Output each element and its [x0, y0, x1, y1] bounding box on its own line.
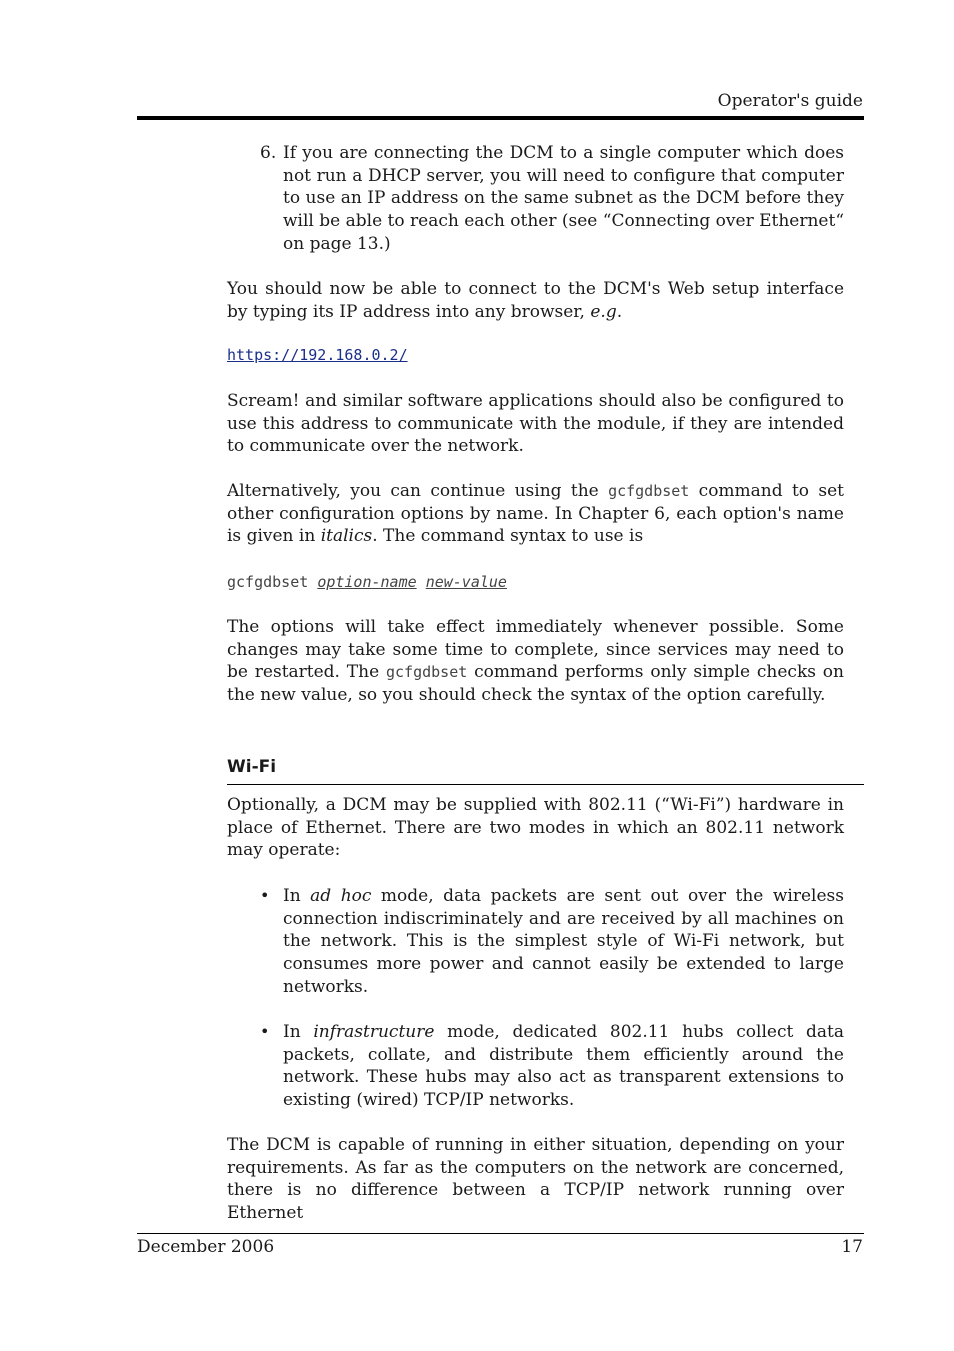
footer-rule [137, 1233, 864, 1234]
command-name: gcfgdbset [227, 573, 309, 591]
paragraph-scream: Scream! and similar software applications should also be configured to use this address to communicate with the module, if they are intended to communicate over the network. [227, 391, 844, 457]
options-text-b: command performs only simple checks on the new value, so you should check the syntax of the option carefully. [227, 662, 844, 706]
section-heading-wifi: Wi-Fi [227, 757, 277, 777]
section-rule [227, 784, 864, 785]
page-number: 17 [841, 1237, 863, 1257]
footer-date: December 2006 [137, 1237, 275, 1257]
italics-word: italics [320, 526, 373, 547]
alt-text-a: Alternatively, you can continue using the [227, 481, 609, 501]
alt-text-c: . The command syntax to use is [372, 526, 644, 547]
inline-command: gcfgdbset [386, 663, 468, 682]
setup-url-link[interactable]: https://192.168.0.2/ [227, 346, 408, 364]
bullet-emphasis: ad hoc [310, 886, 372, 906]
paragraph-web-setup [227, 278, 844, 323]
command-syntax [227, 571, 507, 593]
bullet-pre: In [283, 1022, 314, 1042]
bullet-marker: • [260, 886, 270, 905]
bullet-ad-hoc [283, 885, 844, 999]
web-setup-end: . [616, 301, 623, 322]
bullet-post: mode, dedicated 802.11 hubs collect data packets, collate, and distribute them efficiently around the network. These hubs may also act as transparent extensions to existing (wired) TCP/IP networks. [283, 1022, 844, 1111]
paragraph-alternatively [227, 480, 844, 548]
running-header: Operator's guide [717, 91, 863, 111]
bullet-post: mode, data packets are sent out over the wireless connection indiscriminately and are received by all machines on the network. This is the simplest style of Wi-Fi network, but consumes more power and cannot easily be extended to large networks. [283, 886, 844, 997]
command-arg-option: option-name [317, 573, 417, 591]
step-number: 6. [260, 143, 277, 163]
paragraph-wifi: Optionally, a DCM may be supplied with 802.11 (“Wi-Fi”) hardware in place of Ethernet. There are two modes in which an 802.11 network may operate: [227, 795, 844, 861]
bullet-emphasis: infrastructure [313, 1022, 435, 1042]
options-text-a: The options will take effect immediately whenever possible. Some changes may take some time to complete, since services may need to be restarted. The [227, 617, 844, 683]
bullet-marker: • [260, 1022, 270, 1041]
inline-command: gcfgdbset [608, 482, 690, 500]
step-6-text: If you are connecting the DCM to a single computer which does not run a DHCP server, you will need to configure that computer to use an IP address on the same subnet as the DCM before they will be able to reach each other (see “Connecting over Ethernet“ on page 13.) [283, 143, 845, 254]
bullet-pre: In [283, 886, 311, 906]
bullet-infrastructure [283, 1021, 844, 1112]
eg-italic: e.g [590, 301, 617, 322]
paragraph-options [227, 616, 844, 707]
paragraph-dcm-capable: The DCM is capable of running in either situation, depending on your requirements. As far as the computers on the network are concerned, there is no difference between a TCP/IP network running over Ethernet [227, 1135, 844, 1224]
alt-text-b: command to set other configuration options by name. In Chapter 6, each option's name is given in [227, 481, 844, 547]
header-rule [137, 116, 864, 120]
web-setup-text: You should now be able to connect to the DCM's Web setup interface by typing its IP address into any browser, [227, 279, 844, 322]
command-arg-value: new-value [425, 573, 507, 591]
